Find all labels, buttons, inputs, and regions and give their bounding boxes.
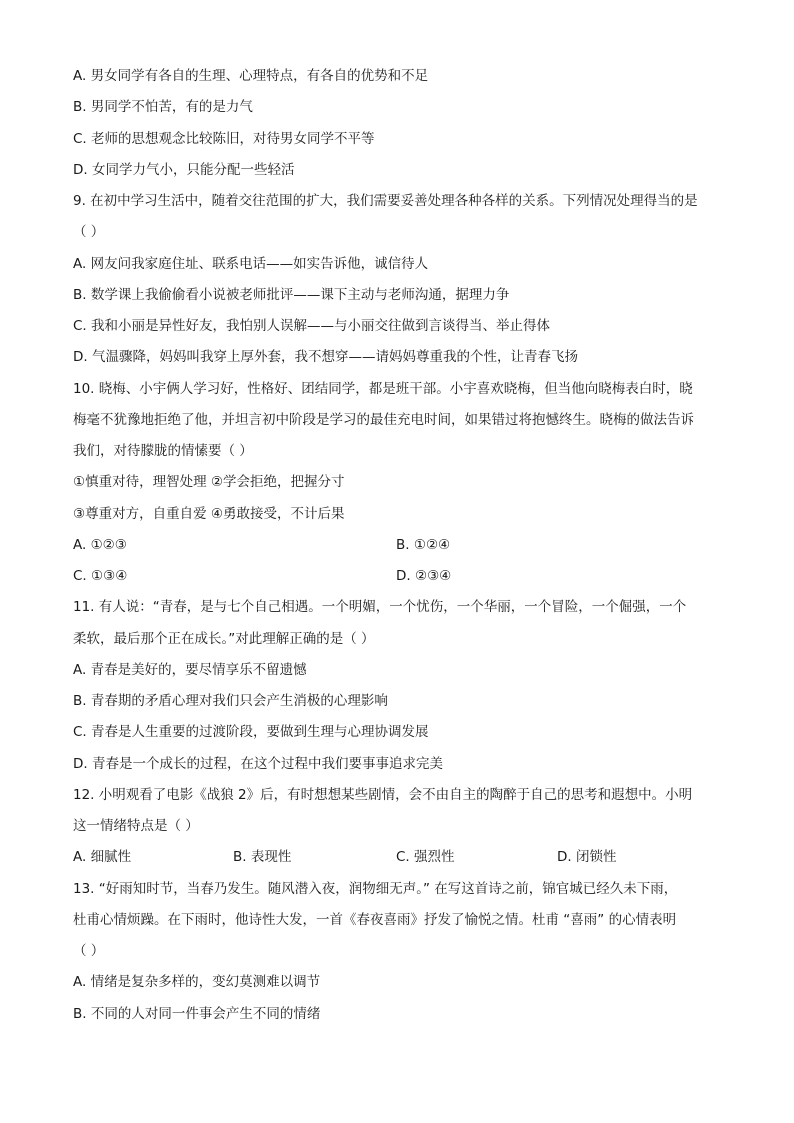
- q9-stem-line1: 9. 在初中学习生活中，随着交往范围的扩大，我们需要妥善处理各种各样的关系。下列情况处理得当的是: [73, 193, 698, 209]
- q9-option-a: A. 网友问我家庭住址、联系电话——如实告诉他，诚信待人: [73, 256, 429, 272]
- q8-option-a: A. 男女同学有各自的生理、心理特点，有各自的优势和不足: [73, 68, 429, 84]
- q12-option-c: C. 强烈性: [396, 849, 455, 865]
- q10-items-1-2: ①慎重对待，理智处理 ②学会拒绝，把握分寸: [73, 474, 345, 490]
- q8-option-c: C. 老师的思想观念比较陈旧，对待男女同学不平等: [73, 131, 375, 147]
- q13-stem-line2: 杜甫心情烦躁。在下雨时，他诗性大发，一首《春夜喜雨》抒发了愉悦之情。杜甫 “喜雨” 的心情表明: [73, 912, 677, 928]
- q10-option-c: C. ①③④: [73, 568, 128, 584]
- q12-option-a: A. 细腻性: [73, 849, 132, 865]
- q13-option-b: B. 不同的人对同一件事会产生不同的情绪: [73, 1006, 321, 1022]
- q10-stem-line2: 梅毫不犹豫地拒绝了他，并坦言初中阶段是学习的最佳充电时间，如果错过将抱憾终生。晓梅的做法告诉: [73, 412, 694, 428]
- q13-stem-line1: 13. “好雨知时节，当春乃发生。随风潜入夜，润物细无声。” 在写这首诗之前，锦官城已经久未下雨，: [73, 881, 678, 897]
- q11-option-c: C. 青春是人生重要的过渡阶段，要做到生理与心理协调发展: [73, 724, 429, 740]
- q9-option-c: C. 我和小丽是异性好友，我怕别人误解——与小丽交往做到言谈得当、举止得体: [73, 318, 551, 334]
- q11-option-b: B. 青春期的矛盾心理对我们只会产生消极的心理影响: [73, 693, 388, 709]
- q8-option-b: B. 男同学不怕苦，有的是力气: [73, 99, 253, 115]
- q10-stem-line3: 我们，对待朦胧的情愫要（ ）: [73, 443, 253, 459]
- q10-option-d: D. ②③④: [396, 568, 452, 584]
- q13-option-a: A. 情绪是复杂多样的，变幻莫测难以调节: [73, 974, 321, 990]
- q8-option-d: D. 女同学力气小，只能分配一些轻活: [73, 162, 295, 178]
- q13-stem-line3: （ ）: [73, 943, 105, 959]
- q12-stem-line1: 12. 小明观看了电影《战狼 2》后，有时想想某些剧情，会不由自主的陶醉于自己的思考和遐想中。小明: [73, 787, 693, 803]
- q9-stem-line2: （ ）: [73, 224, 105, 240]
- q10-stem-line1: 10. 晓梅、小宇俩人学习好，性格好、团结同学，都是班干部。小宇喜欢晓梅，但当他向晓梅表白时，晓: [73, 381, 693, 397]
- q10-option-a: A. ①②③: [73, 537, 127, 553]
- q10-option-b: B. ①②④: [396, 537, 451, 553]
- q11-stem-line1: 11. 有人说：“青春，是与七个自己相遇。一个明媚，一个忧伤，一个华丽，一个冒险，一个倔强，一个: [73, 599, 687, 615]
- q12-option-b: B. 表现性: [233, 849, 292, 865]
- q11-option-a: A. 青春是美好的，要尽情享乐不留遗憾: [73, 662, 307, 678]
- q9-option-b: B. 数学课上我偷偷看小说被老师批评——课下主动与老师沟通，据理力争: [73, 287, 510, 303]
- q11-stem-line2: 柔软，最后那个正在成长。”对此理解正确的是（ ）: [73, 631, 375, 647]
- q9-option-d: D. 气温骤降，妈妈叫我穿上厚外套，我不想穿——请妈妈尊重我的个性，让青春飞扬: [73, 349, 578, 365]
- q11-option-d: D. 青春是一个成长的过程，在这个过程中我们要事事追求完美: [73, 756, 443, 772]
- q12-stem-line2: 这一情绪特点是（ ）: [73, 818, 199, 834]
- q12-option-d: D. 闭锁性: [557, 849, 617, 865]
- q10-items-3-4: ③尊重对方，自重自爱 ④勇敢接受，不计后果: [73, 506, 345, 522]
